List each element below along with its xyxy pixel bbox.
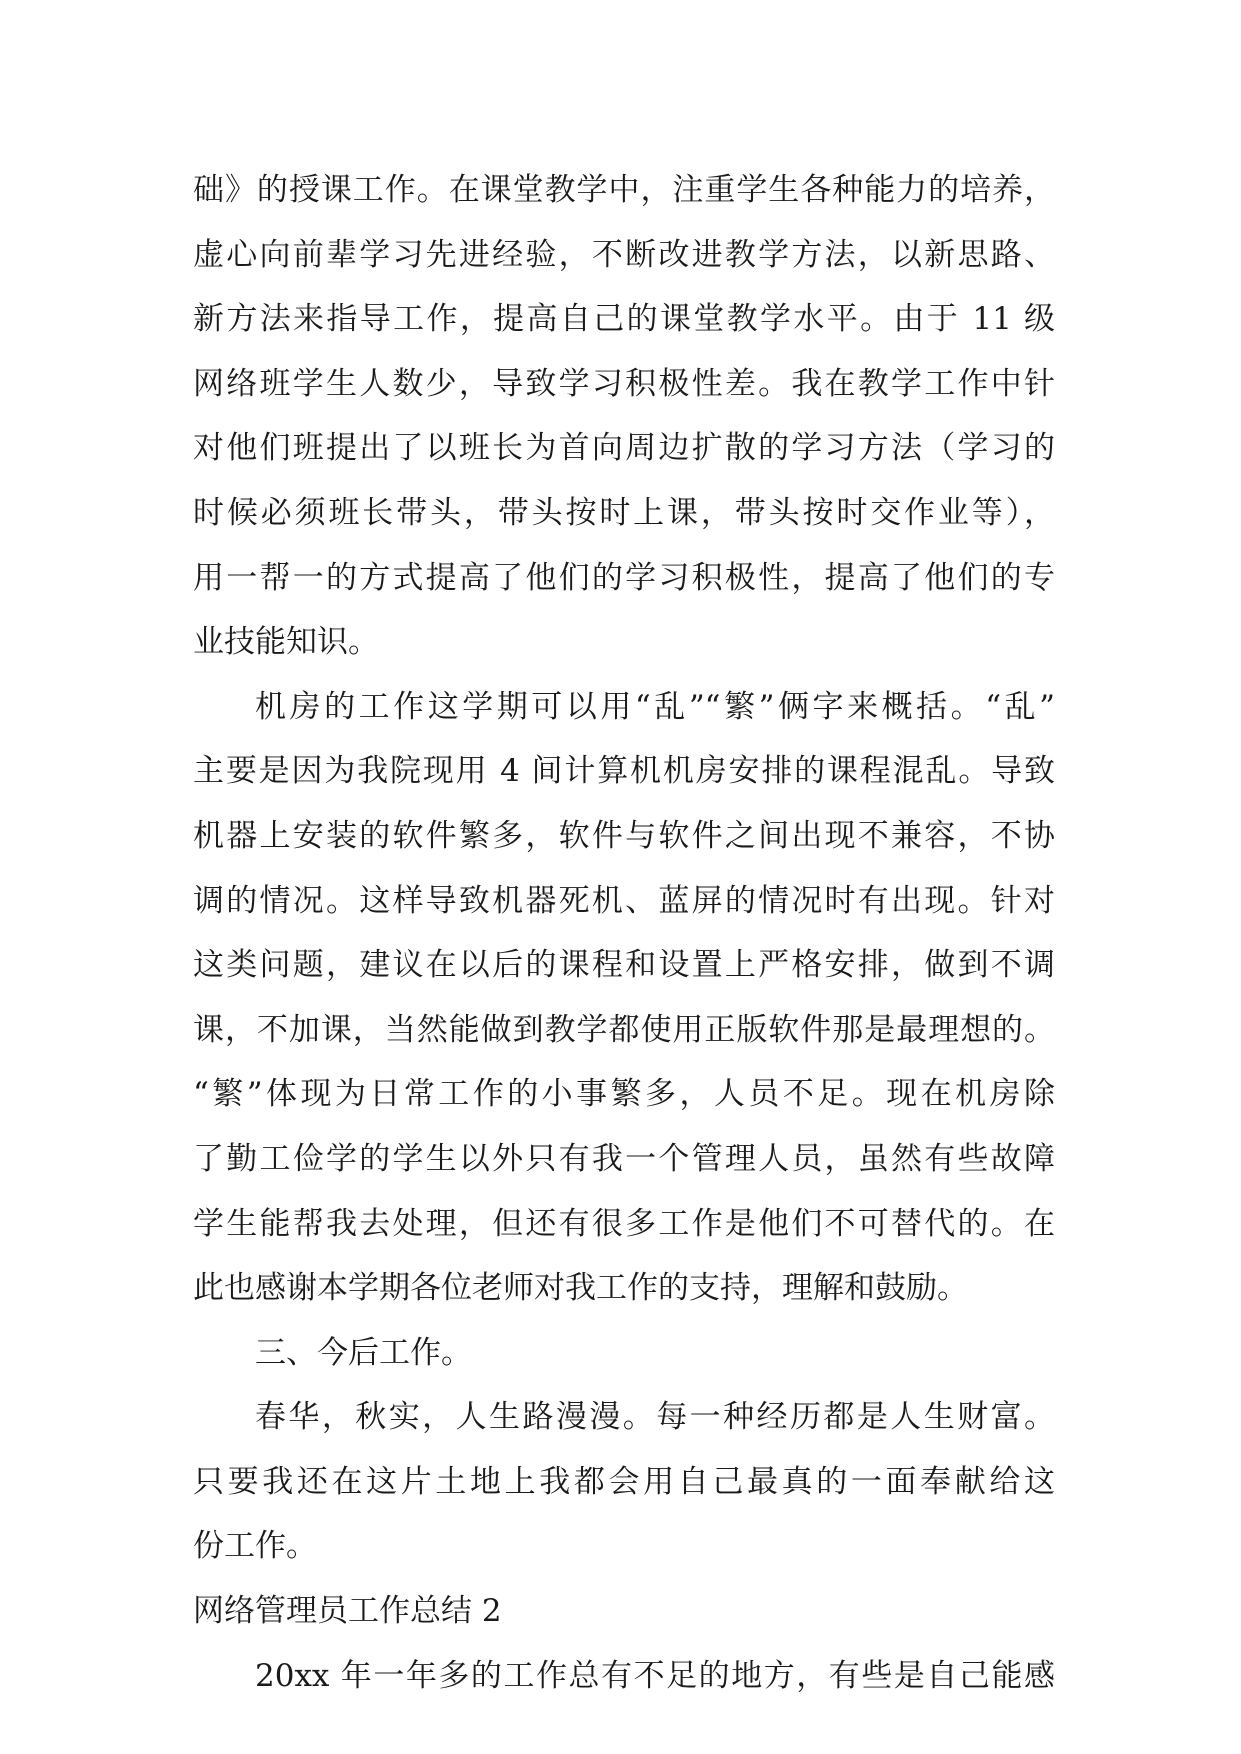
text-line: 机器上安装的软件繁多，软件与软件之间出现不兼容，不协 — [193, 817, 1055, 854]
document-heading: 网络管理员工作总结 2 — [193, 1593, 502, 1630]
text-line: 础》的授课工作。在课堂教学中，注重学生各种能力的培养， — [193, 172, 1055, 208]
text-line: 新方法来指导工作，提高自己的课堂教学水平。由于 11 级 — [193, 301, 1055, 338]
text-line: 只要我还在这片土地上我都会用自己最真的一面奉献给这 — [193, 1463, 1055, 1500]
text-line: 时候必须班长带头，带头按时上课，带头按时交作业等）， — [193, 494, 1055, 531]
text-line: 学生能帮我去处理，但还有很多工作是他们不可替代的。在 — [193, 1205, 1055, 1242]
text-line: 用一帮一的方式提高了他们的学习积极性，提高了他们的专 — [193, 559, 1055, 596]
text-line: 了勤工俭学的学生以外只有我一个管理人员，虽然有些故障 — [193, 1140, 1055, 1177]
document-body — [193, 158, 1055, 1708]
text-line: 课，不加课，当然能做到教学都使用正版软件那是最理想的。 — [193, 1011, 1055, 1048]
paragraph-start-line: 20xx 年一年多的工作总有不足的地方，有些是自己能感 — [255, 1657, 1055, 1694]
text-line: 对他们班提出了以班长为首向周边扩散的学习方法（学习的 — [193, 430, 1055, 467]
text-line: 主要是因为我院现用 4 间计算机机房安排的课程混乱。导致 — [193, 753, 1055, 790]
text-line: 虚心向前辈学习先进经验，不断改进教学方法，以新思路、 — [193, 236, 1055, 273]
text-line: 网络班学生人数少，导致学习积极性差。我在教学工作中针 — [193, 365, 1055, 402]
text-line: 业技能知识。 — [193, 624, 379, 661]
section-heading: 三、今后工作。 — [255, 1334, 472, 1371]
text-line: 调的情况。这样导致机器死机、蓝屏的情况时有出现。针对 — [193, 882, 1055, 919]
paragraph-start-line: 春华，秋实，人生路漫漫。每一种经历都是人生财富。 — [255, 1399, 1055, 1436]
text-line: 份工作。 — [193, 1528, 317, 1565]
paragraph-start-line: 机房的工作这学期可以用“乱”“繁”俩字来概括。“乱” — [255, 688, 1055, 725]
text-line: 此也感谢本学期各位老师对我工作的支持，理解和鼓励。 — [193, 1270, 968, 1307]
text-line: “繁”体现为日常工作的小事繁多，人员不足。现在机房除 — [193, 1076, 1055, 1113]
text-line: 这类问题，建议在以后的课程和设置上严格安排，做到不调 — [193, 947, 1055, 984]
